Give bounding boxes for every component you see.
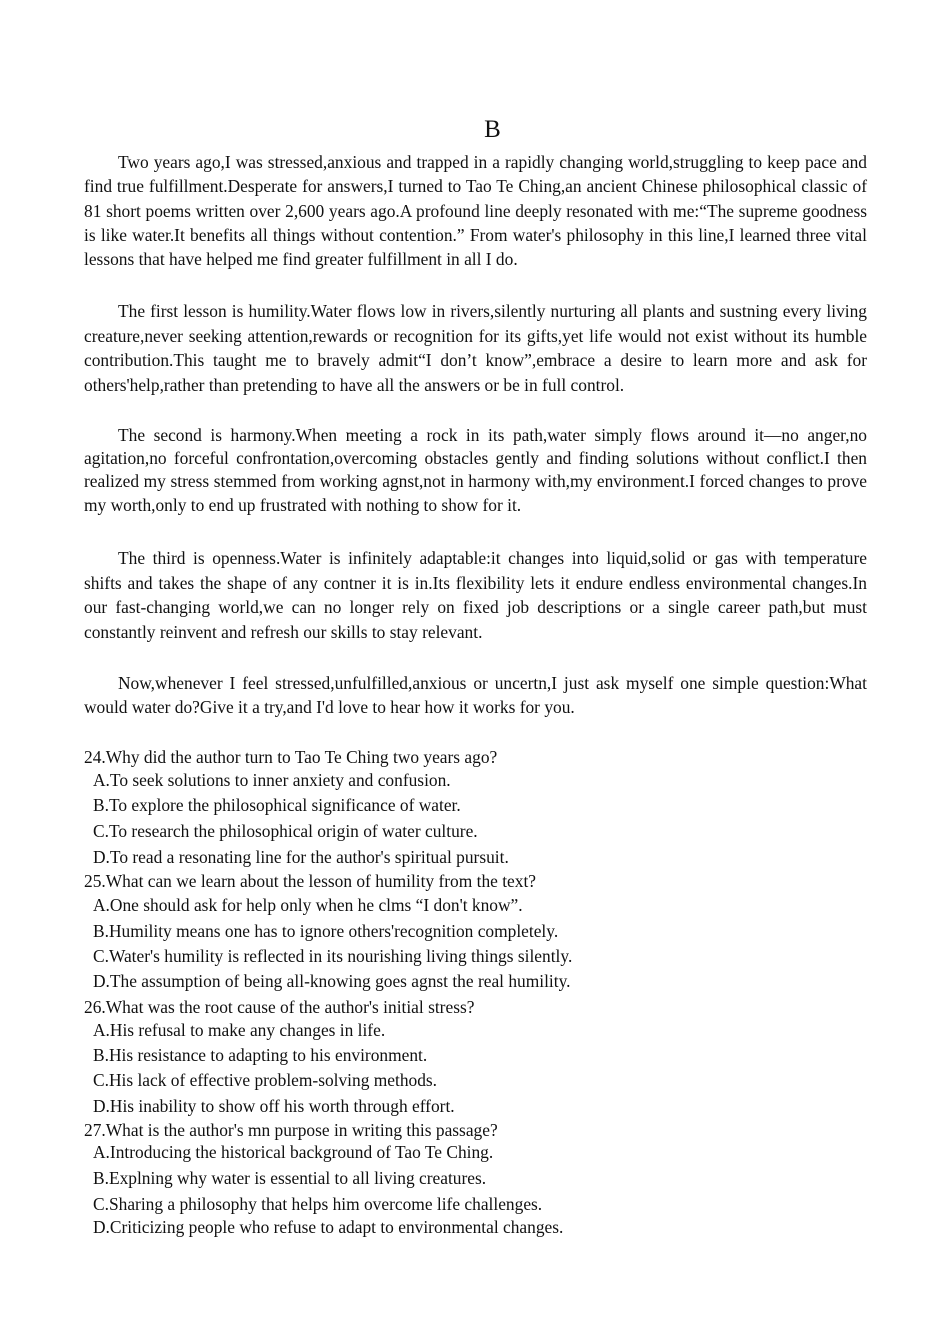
question-25-option-a: A.One should ask for help only when he clms “I don't know”. bbox=[93, 895, 523, 915]
question-27-stem: 27.What is the author's mn purpose in writing this passage? bbox=[84, 1120, 498, 1140]
passage-paragraph-5: Now,whenever I feel stressed,unfulfilled,anxious or uncertn,I just ask myself one simple question:What would water do?Give it a try,and I'd love to hear how it works for you. bbox=[84, 673, 867, 718]
question-26-option-a: A.His refusal to make any changes in life. bbox=[93, 1020, 386, 1040]
question-25-option-b: B.Humility means one has to ignore others'recognition completely. bbox=[93, 921, 559, 941]
question-26-option-c: C.His lack of effective problem-solving methods. bbox=[93, 1070, 438, 1090]
section-title: B bbox=[484, 116, 501, 143]
question-26-option-d: D.His inability to show off his worth through effort. bbox=[93, 1096, 455, 1116]
question-27-option-d: D.Criticizing people who refuse to adapt to environmental changes. bbox=[93, 1217, 564, 1237]
question-24-stem: 24.Why did the author turn to Tao Te Ching two years ago? bbox=[84, 747, 498, 767]
passage-paragraph-3: The second is harmony.When meeting a rock in its path,water simply flows around it—no anger,no agitation,no forceful confrontation,overcoming obstacles gently and finding solutions without conflict.I then realized my stress stemmed from working agnst,not in harmony with,my environment.I forced changes to prove my worth,only to end up frustrated with nothing to show for it. bbox=[84, 425, 867, 515]
question-27-option-b: B.Explning why water is essential to all living creatures. bbox=[93, 1168, 487, 1188]
question-24-option-d: D.To read a resonating line for the author's spiritual pursuit. bbox=[93, 847, 509, 867]
question-24-option-c: C.To research the philosophical origin of water culture. bbox=[93, 821, 478, 841]
passage-paragraph-4: The third is openness.Water is infinitely adaptable:it changes into liquid,solid or gas with temperature shifts and takes the shape of any contner it is in.Its flexibility lets it endure endless environmental changes.In our fast-changing world,we can no longer rely on fixed job descriptions or a single career path,but must constantly reinvent and refresh our skills to stay relevant. bbox=[84, 548, 867, 642]
question-27-option-c: C.Sharing a philosophy that helps him overcome life challenges. bbox=[93, 1194, 543, 1214]
question-26-stem: 26.What was the root cause of the author's initial stress? bbox=[84, 997, 475, 1017]
passage-paragraph-1: Two years ago,I was stressed,anxious and trapped in a rapidly changing world,struggling to keep pace and find true fulfillment.Desperate for answers,I turned to Tao Te Ching,an ancient Chinese philosophical classic of 81 short poems written over 2,600 years ago.A profound line deeply resonated with me:“The supreme goodness is like water.It benefits all things without contention.” From water's philosophy in this line,I learned three vital lessons that have helped me find greater fulfillment in all I do. bbox=[84, 152, 867, 270]
question-25-option-c: C.Water's humility is reflected in its nourishing living things silently. bbox=[93, 946, 573, 966]
question-24-option-a: A.To seek solutions to inner anxiety and confusion. bbox=[93, 770, 451, 790]
passage-paragraph-2: The first lesson is humility.Water flows low in rivers,silently nurturing all plants and sustning every living creature,never seeking attention,rewards or recognition for its gifts,yet life would not exist without its humble contribution.This taught me to bravely admit“I don’t know”,embrace a desire to learn more and ask for others'help,rather than pretending to have all the answers or be in full control. bbox=[84, 301, 867, 395]
question-25-option-d: D.The assumption of being all-knowing goes agnst the real humility. bbox=[93, 971, 571, 991]
question-24-option-b: B.To explore the philosophical significance of water. bbox=[93, 795, 461, 815]
question-27-option-a: A.Introducing the historical background of Tao Te Ching. bbox=[93, 1142, 494, 1162]
question-26-option-b: B.His resistance to adapting to his environment. bbox=[93, 1045, 428, 1065]
question-25-stem: 25.What can we learn about the lesson of humility from the text? bbox=[84, 871, 537, 891]
